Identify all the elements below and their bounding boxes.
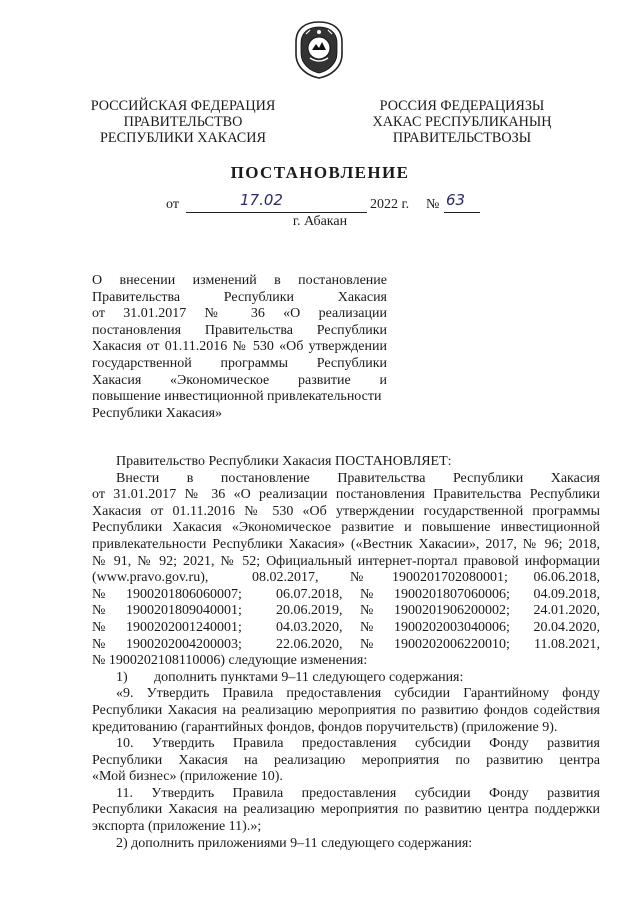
header-right-line-2: ХАКАС РЕСПУБЛИКАНЫҢ: [372, 114, 552, 130]
header-right-line-1: РОССИЯ ФЕДЕРАЦИЯЗЫ: [379, 98, 545, 114]
year-label: 2022 г.: [370, 197, 410, 212]
reg-cell: (www.pravo.gov.ru),: [92, 570, 209, 586]
date-underline: [186, 212, 367, 213]
header-left-line-1: РОССИЙСКАЯ ФЕДЕРАЦИЯ: [90, 98, 276, 114]
reg-cell: №: [350, 570, 364, 586]
body-line: Республики Хакасия на реализацию мероприятия по развитию центра поддержки: [92, 802, 600, 818]
body-line: экспорта (приложение 11).»;: [92, 819, 262, 835]
body-line: Внести в постановление Правительства Республики Хакасия: [116, 470, 600, 486]
date-from-label: от: [166, 197, 179, 212]
registration-row: [92, 603, 600, 620]
reg-cell: 1900202006220010;: [394, 636, 510, 652]
reg-cell: 1900201809040001;: [126, 603, 242, 619]
reg-cell: 1900202004200003;: [126, 636, 242, 652]
coat-of-arms-emblem: [292, 20, 346, 80]
body-line: № 1900202108110006) следующие изменения:: [92, 653, 368, 669]
subject-line: от 31.01.2017 № 36 «О реализации: [92, 306, 387, 322]
reg-cell: 1900201806060007;: [126, 586, 242, 602]
subject-block: [92, 273, 387, 422]
city-label: г. Абакан: [292, 214, 348, 229]
body-line: привлекательности Республики Хакасия» («Вестник Хакасии», 2017, № 96; 2018,: [92, 536, 600, 552]
reg-cell: №: [92, 586, 106, 602]
list-item-1: [92, 670, 600, 687]
body-line: 11. Утвердить Правила предоставления субсидии Фонду развития: [116, 785, 600, 801]
header-right-line-3: ПРАВИТЕЛЬСТВОЗЫ: [392, 130, 532, 146]
number-underline: [444, 212, 480, 213]
reg-cell: 1900201702080001;: [392, 570, 508, 586]
body-line: № 91, № 92; 2021, № 52; Официальный интернет-портал правовой информации: [92, 553, 600, 569]
handwritten-date: 17.02: [240, 191, 283, 209]
registration-row: [92, 570, 600, 587]
reg-cell: 1900202001240001;: [126, 619, 242, 635]
body-line: «9. Утвердить Правила предоставления субсидии Гарантийному фонду: [116, 686, 600, 702]
reg-cell: 22.06.2020,: [276, 636, 343, 652]
header-left-line-2: ПРАВИТЕЛЬСТВО: [123, 114, 243, 130]
subject-line: Хакасия «Экономическое развитие и: [92, 372, 387, 388]
reg-cell: №: [360, 586, 374, 602]
subject-line: государственной программы Республики: [92, 355, 387, 371]
reg-cell: №: [360, 619, 374, 635]
subject-line: Республики Хакасия»: [92, 405, 223, 421]
reg-cell: 08.02.2017,: [252, 570, 319, 586]
list-item-number: 1): [116, 669, 128, 685]
reg-cell: 06.06.2018,: [533, 570, 600, 586]
reg-cell: 1900201807060006;: [394, 586, 510, 602]
subject-line: Правительства Республики Хакасия: [92, 289, 387, 305]
body-line: Хакасия от 01.11.2016 № 530 «Об утверждении государственной программы: [92, 503, 600, 519]
header-khakas: [362, 98, 562, 146]
subject-line: Хакасия от 01.11.2016 № 530 «Об утверждении: [92, 339, 387, 355]
handwritten-number: 63: [446, 191, 466, 209]
body-line: Республики Хакасия на реализацию мероприятия по развитию фондов содействия: [92, 702, 600, 718]
subject-line: О внесении изменений в постановление: [92, 273, 387, 288]
body-line: кредитованию (гарантийных фондов, фондов поручительств) (приложение 9).: [92, 719, 558, 735]
subject-line: повышение инвестиционной привлекательности: [92, 389, 382, 405]
reg-cell: 24.01.2020,: [533, 603, 600, 619]
header-left-line-3: РЕСПУБЛИКИ ХАКАСИЯ: [100, 130, 266, 146]
document-title: ПОСТАНОВЛЕНИЕ: [230, 163, 410, 182]
registration-row: [92, 637, 600, 654]
reg-cell: №: [92, 636, 106, 652]
reg-cell: 20.04.2020,: [533, 619, 600, 635]
reg-cell: №: [92, 619, 106, 635]
list-item-text: дополнить пунктами 9–11 следующего содержания:: [154, 669, 464, 685]
reg-cell: №: [360, 603, 374, 619]
reg-cell: 06.07.2018,: [276, 586, 343, 602]
reg-cell: №: [360, 636, 374, 652]
subject-line: постановления Правительства Республики: [92, 322, 387, 338]
reg-cell: №: [92, 603, 106, 619]
body-line: Республики Хакасия на реализацию мероприятия по развитию центра: [92, 752, 600, 768]
number-sign: №: [426, 197, 440, 212]
reg-cell: 1900202003040006;: [394, 619, 510, 635]
body-line: 10. Утвердить Правила предоставления субсидии Фонду развития: [116, 736, 600, 752]
body-line: Республики Хакасия «Экономическое развитие и повышение инвестиционной: [92, 520, 600, 536]
body-lead: Правительство Республики Хакасия ПОСТАНОВЛЯЕТ:: [116, 454, 452, 469]
reg-cell: 04.09.2018,: [533, 586, 600, 602]
reg-cell: 1900201906200002;: [394, 603, 510, 619]
body-line: от 31.01.2017 № 36 «О реализации постановления Правительства Республики: [92, 487, 600, 503]
registration-row: [92, 587, 600, 604]
reg-cell: 04.03.2020,: [276, 619, 343, 635]
registration-row: [92, 620, 600, 637]
body-text: [92, 454, 600, 852]
reg-cell: 20.06.2019,: [276, 603, 343, 619]
date-number-row: [0, 191, 640, 215]
list-item-2: 2) дополнить приложениями 9–11 следующего содержания:: [116, 835, 473, 851]
header-russian: [78, 98, 288, 146]
body-line: «Мой бизнес» (приложение 10).: [92, 769, 283, 785]
reg-cell: 11.08.2021,: [534, 636, 600, 652]
